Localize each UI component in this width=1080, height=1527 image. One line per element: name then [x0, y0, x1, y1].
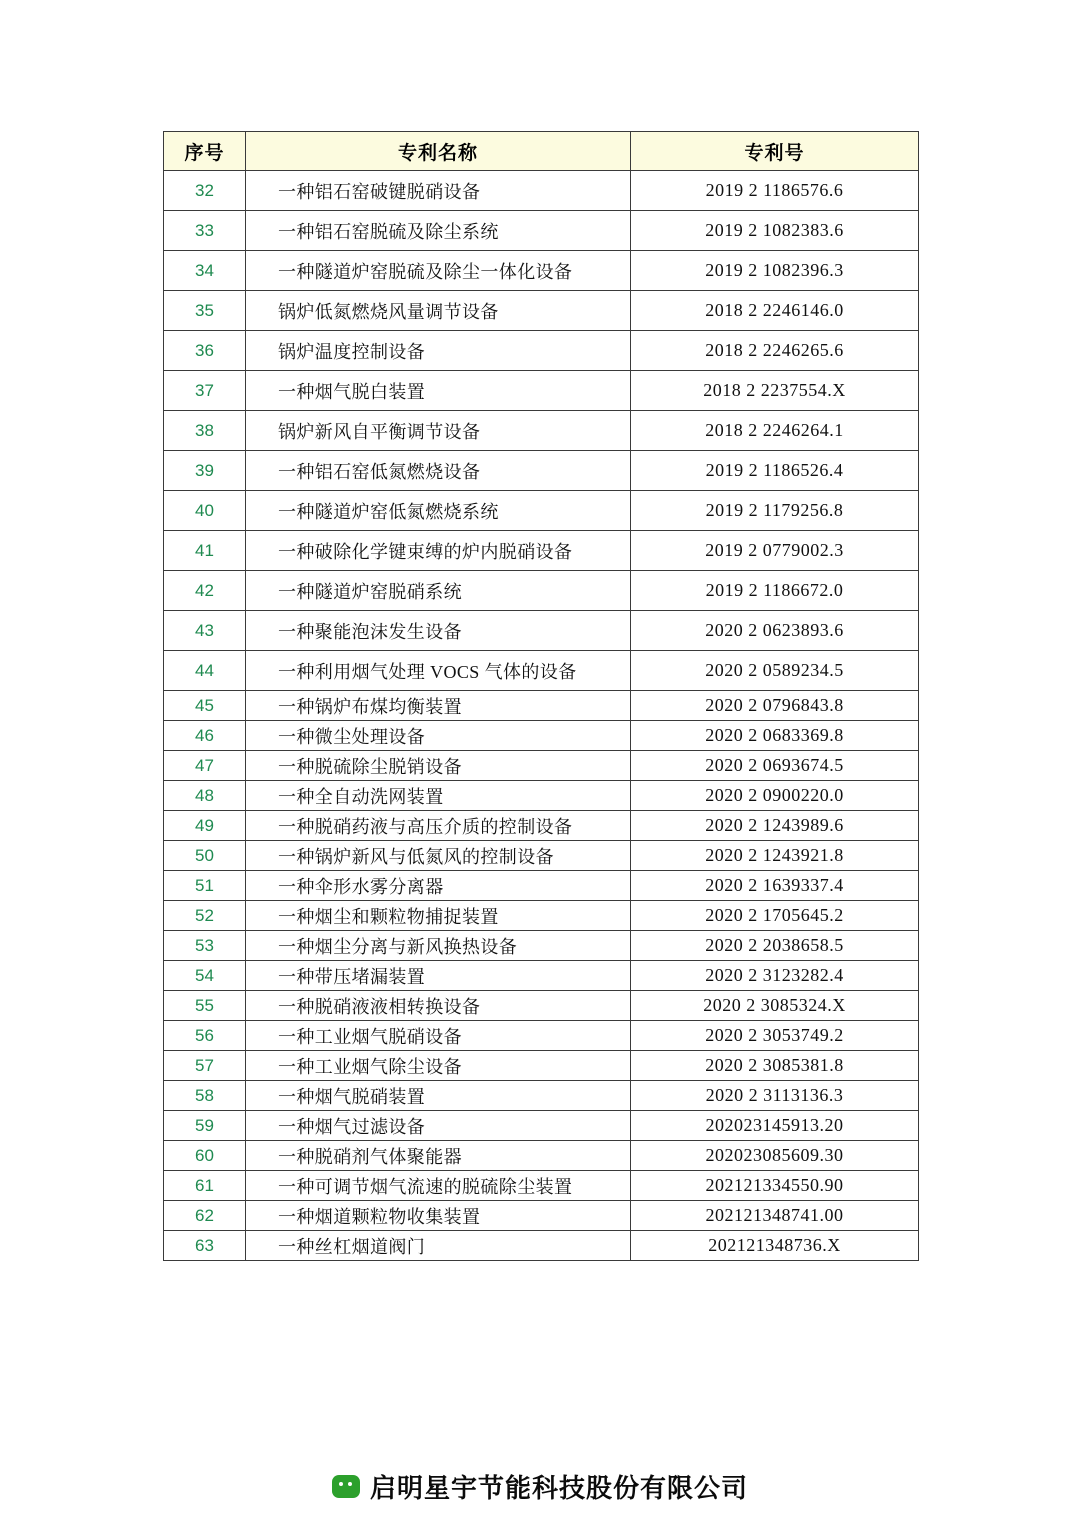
- cell-index: 50: [164, 841, 246, 871]
- cell-patent-name: 一种脱硫除尘脱销设备: [246, 751, 631, 781]
- cell-patent-name: 一种铝石窑低氮燃烧设备: [246, 451, 631, 491]
- cell-patent-number: 2020 2 0900220.0: [631, 781, 919, 811]
- cell-patent-number: 2020 2 0693674.5: [631, 751, 919, 781]
- cell-index: 37: [164, 371, 246, 411]
- column-header-patent-number: 专利号: [631, 132, 919, 171]
- cell-index: 35: [164, 291, 246, 331]
- table-row: [164, 871, 919, 901]
- table-row: [164, 1171, 919, 1201]
- cell-patent-name: 锅炉温度控制设备: [246, 331, 631, 371]
- cell-patent-name: 一种带压堵漏装置: [246, 961, 631, 991]
- table-row: [164, 991, 919, 1021]
- table-row: [164, 1021, 919, 1051]
- cell-patent-name: 一种工业烟气除尘设备: [246, 1051, 631, 1081]
- cell-index: 43: [164, 611, 246, 651]
- patent-table: [163, 131, 919, 1261]
- cell-patent-name: 一种全自动洗网装置: [246, 781, 631, 811]
- cell-patent-number: 202121348736.X: [631, 1231, 919, 1261]
- cell-patent-name: 锅炉低氮燃烧风量调节设备: [246, 291, 631, 331]
- cell-patent-number: 202121334550.90: [631, 1171, 919, 1201]
- cell-patent-number: 2020 2 1243989.6: [631, 811, 919, 841]
- cell-patent-number: 2020 2 3123282.4: [631, 961, 919, 991]
- cell-index: 63: [164, 1231, 246, 1261]
- table-row: [164, 371, 919, 411]
- cell-index: 53: [164, 931, 246, 961]
- cell-patent-number: 2020 2 0796843.8: [631, 691, 919, 721]
- cell-index: 46: [164, 721, 246, 751]
- cell-index: 41: [164, 531, 246, 571]
- table-row: [164, 1231, 919, 1261]
- cell-patent-name: 一种烟气脱硝装置: [246, 1081, 631, 1111]
- table-row: [164, 1081, 919, 1111]
- table-row: [164, 1201, 919, 1231]
- cell-patent-name: 一种利用烟气处理 VOCS 气体的设备: [246, 651, 631, 691]
- cell-patent-name: 一种烟尘分离与新风换热设备: [246, 931, 631, 961]
- table-row: [164, 1051, 919, 1081]
- table-header-row: [164, 132, 919, 171]
- table-row: [164, 451, 919, 491]
- cell-index: 32: [164, 171, 246, 211]
- cell-patent-number: 2018 2 2246264.1: [631, 411, 919, 451]
- cell-patent-number: 202023145913.20: [631, 1111, 919, 1141]
- table-row: [164, 721, 919, 751]
- cell-patent-number: 2020 2 0623893.6: [631, 611, 919, 651]
- cell-patent-name: 一种烟气过滤设备: [246, 1111, 631, 1141]
- cell-patent-name: 一种锅炉布煤均衡装置: [246, 691, 631, 721]
- cell-patent-name: 一种脱硝液液相转换设备: [246, 991, 631, 1021]
- company-account-name: 启明星宇节能科技股份有限公司: [369, 1474, 748, 1503]
- cell-patent-name: 一种隧道炉窑低氮燃烧系统: [246, 491, 631, 531]
- cell-patent-name: 一种可调节烟气流速的脱硫除尘装置: [246, 1171, 631, 1201]
- cell-index: 44: [164, 651, 246, 691]
- cell-patent-number: 2019 2 1186672.0: [631, 571, 919, 611]
- cell-patent-number: 2018 2 2237554.X: [631, 371, 919, 411]
- cell-patent-name: 一种铝石窑破键脱硝设备: [246, 171, 631, 211]
- cell-patent-number: 2020 2 1243921.8: [631, 841, 919, 871]
- cell-index: 34: [164, 251, 246, 291]
- cell-patent-name: 一种铝石窑脱硫及除尘系统: [246, 211, 631, 251]
- cell-index: 33: [164, 211, 246, 251]
- column-header-patent-name: 专利名称: [246, 132, 631, 171]
- cell-patent-name: 一种丝杠烟道阀门: [246, 1231, 631, 1261]
- wechat-icon: [332, 1475, 360, 1498]
- cell-patent-number: 2020 2 0683369.8: [631, 721, 919, 751]
- table-row: [164, 651, 919, 691]
- cell-patent-number: 2019 2 1082396.3: [631, 251, 919, 291]
- cell-patent-number: 2020 2 1639337.4: [631, 871, 919, 901]
- table-row: [164, 751, 919, 781]
- table-row: [164, 901, 919, 931]
- table-row: [164, 611, 919, 651]
- cell-patent-number: 2019 2 0779002.3: [631, 531, 919, 571]
- cell-patent-name: 一种烟道颗粒物收集装置: [246, 1201, 631, 1231]
- cell-index: 54: [164, 961, 246, 991]
- table-row: [164, 691, 919, 721]
- table-row: [164, 571, 919, 611]
- cell-index: 58: [164, 1081, 246, 1111]
- table-row: [164, 931, 919, 961]
- cell-index: 39: [164, 451, 246, 491]
- cell-patent-name: 一种脱硝剂气体聚能器: [246, 1141, 631, 1171]
- cell-patent-number: 2020 2 3085381.8: [631, 1051, 919, 1081]
- cell-patent-number: 2019 2 1186526.4: [631, 451, 919, 491]
- cell-index: 55: [164, 991, 246, 1021]
- cell-patent-number: 2018 2 2246146.0: [631, 291, 919, 331]
- cell-patent-number: 202023085609.30: [631, 1141, 919, 1171]
- cell-index: 51: [164, 871, 246, 901]
- cell-index: 42: [164, 571, 246, 611]
- table-row: [164, 531, 919, 571]
- cell-index: 47: [164, 751, 246, 781]
- cell-patent-name: 一种隧道炉窑脱硝系统: [246, 571, 631, 611]
- cell-index: 57: [164, 1051, 246, 1081]
- table-body: [164, 171, 919, 1261]
- table-row: [164, 961, 919, 991]
- cell-index: 52: [164, 901, 246, 931]
- cell-index: 49: [164, 811, 246, 841]
- cell-patent-number: 2019 2 1186576.6: [631, 171, 919, 211]
- cell-index: 38: [164, 411, 246, 451]
- cell-patent-name: 一种破除化学键束缚的炉内脱硝设备: [246, 531, 631, 571]
- cell-index: 45: [164, 691, 246, 721]
- table-row: [164, 331, 919, 371]
- cell-index: 36: [164, 331, 246, 371]
- cell-patent-name: 一种伞形水雾分离器: [246, 871, 631, 901]
- table-row: [164, 251, 919, 291]
- table-row: [164, 1141, 919, 1171]
- cell-index: 48: [164, 781, 246, 811]
- cell-patent-number: 2018 2 2246265.6: [631, 331, 919, 371]
- cell-patent-number: 2020 2 3113136.3: [631, 1081, 919, 1111]
- table-row: [164, 171, 919, 211]
- table-row: [164, 781, 919, 811]
- cell-patent-name: 一种聚能泡沫发生设备: [246, 611, 631, 651]
- cell-patent-number: 2020 2 3085324.X: [631, 991, 919, 1021]
- cell-patent-number: 2020 2 3053749.2: [631, 1021, 919, 1051]
- table-row: [164, 811, 919, 841]
- footer-inner: [332, 1468, 748, 1505]
- cell-patent-number: 2020 2 0589234.5: [631, 651, 919, 691]
- cell-patent-number: 2020 2 2038658.5: [631, 931, 919, 961]
- cell-patent-number: 2019 2 1179256.8: [631, 491, 919, 531]
- cell-index: 59: [164, 1111, 246, 1141]
- table-row: [164, 411, 919, 451]
- cell-index: 56: [164, 1021, 246, 1051]
- footer: [0, 1468, 1080, 1505]
- column-header-index: 序号: [164, 132, 246, 171]
- cell-index: 40: [164, 491, 246, 531]
- table-header: [164, 132, 919, 171]
- cell-patent-number: 202121348741.00: [631, 1201, 919, 1231]
- cell-index: 60: [164, 1141, 246, 1171]
- cell-patent-name: 一种锅炉新风与低氮风的控制设备: [246, 841, 631, 871]
- cell-index: 62: [164, 1201, 246, 1231]
- table-row: [164, 841, 919, 871]
- table-row: [164, 211, 919, 251]
- cell-patent-name: 一种微尘处理设备: [246, 721, 631, 751]
- cell-index: 61: [164, 1171, 246, 1201]
- cell-patent-name: 一种工业烟气脱硝设备: [246, 1021, 631, 1051]
- cell-patent-name: 一种烟气脱白装置: [246, 371, 631, 411]
- cell-patent-name: 锅炉新风自平衡调节设备: [246, 411, 631, 451]
- cell-patent-number: 2019 2 1082383.6: [631, 211, 919, 251]
- table-row: [164, 491, 919, 531]
- cell-patent-name: 一种脱硝药液与高压介质的控制设备: [246, 811, 631, 841]
- cell-patent-name: 一种烟尘和颗粒物捕捉装置: [246, 901, 631, 931]
- cell-patent-name: 一种隧道炉窑脱硫及除尘一体化设备: [246, 251, 631, 291]
- cell-patent-number: 2020 2 1705645.2: [631, 901, 919, 931]
- table-row: [164, 291, 919, 331]
- table-row: [164, 1111, 919, 1141]
